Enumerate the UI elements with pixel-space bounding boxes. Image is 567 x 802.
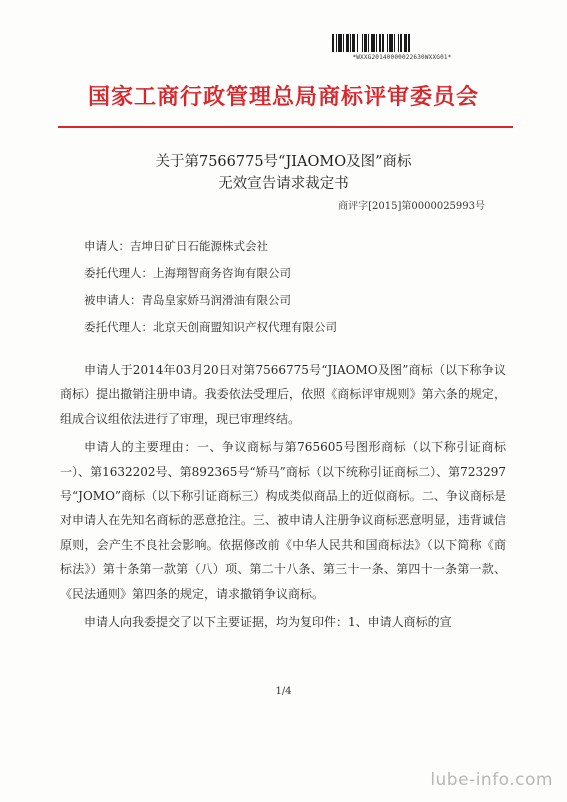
document-body xyxy=(60,358,506,638)
document-title-line2: 无效宣告请求裁定书 xyxy=(218,176,349,192)
barcode-bars xyxy=(332,34,472,52)
party-respondent: 被申请人：青岛皇家娇马润滑油有限公司 xyxy=(84,293,291,307)
document-title-line1: 关于第7566775号“JIAOMO及图”商标 xyxy=(155,154,412,170)
paragraph: 申请人于2014年03月20日对第7566775号“JIAOMO及图”商标（以下称争议商标）提出撤销注册申请。我委依法受理后，依照《商标评审规则》第六条的规定，组成合议组依法进行了审理，现已审理终结。 xyxy=(60,363,506,426)
party-respondent-agent: 委托代理人：北京天创商盟知识产权代理有限公司 xyxy=(84,320,337,334)
paragraph: 申请人的主要理由：一、争议商标与第765605号图形商标（以下称引证商标一）、第1632202号、第892365号“矫马”商标（以下统称引证商标二）、第723297号“JOMO”商标（以下称引证商标三）构成类似商品上的近似商标。二、争议商标是对申请人在先知名商标的恶意抢注。三、被申请人注册争议商标恶意明显，违背诚信原则，会产生不良社会影响。依据修改前《中华人民共和国商标法》（以下简称《商标法》）第十条第一款第（八）项、第二十八条、第三十一条、第四十一条第一款、《民法通则》第四条的规定，请求撤销争议商标。 xyxy=(60,440,506,601)
organization-title: 国家工商行政管理总局商标评审委员会 xyxy=(87,85,479,110)
document-number: 商评字[2015]第0000025993号 xyxy=(338,201,485,212)
watermark: lube-info.com xyxy=(430,770,553,790)
barcode-text: *WXXG20140000022630WXXG01* xyxy=(352,54,452,61)
party-applicant-agent: 委托代理人：上海翔智商务咨询有限公司 xyxy=(84,266,291,280)
header-rule xyxy=(58,126,513,128)
paragraph: 申请人向我委提交了以下主要证据，均为复印件：1、申请人商标的宣 xyxy=(84,615,452,630)
page-number: 1/4 xyxy=(275,686,292,697)
barcode xyxy=(332,34,472,64)
barcode-bar xyxy=(410,34,412,52)
party-applicant: 申请人：吉坤日矿日石能源株式会社 xyxy=(84,239,268,253)
